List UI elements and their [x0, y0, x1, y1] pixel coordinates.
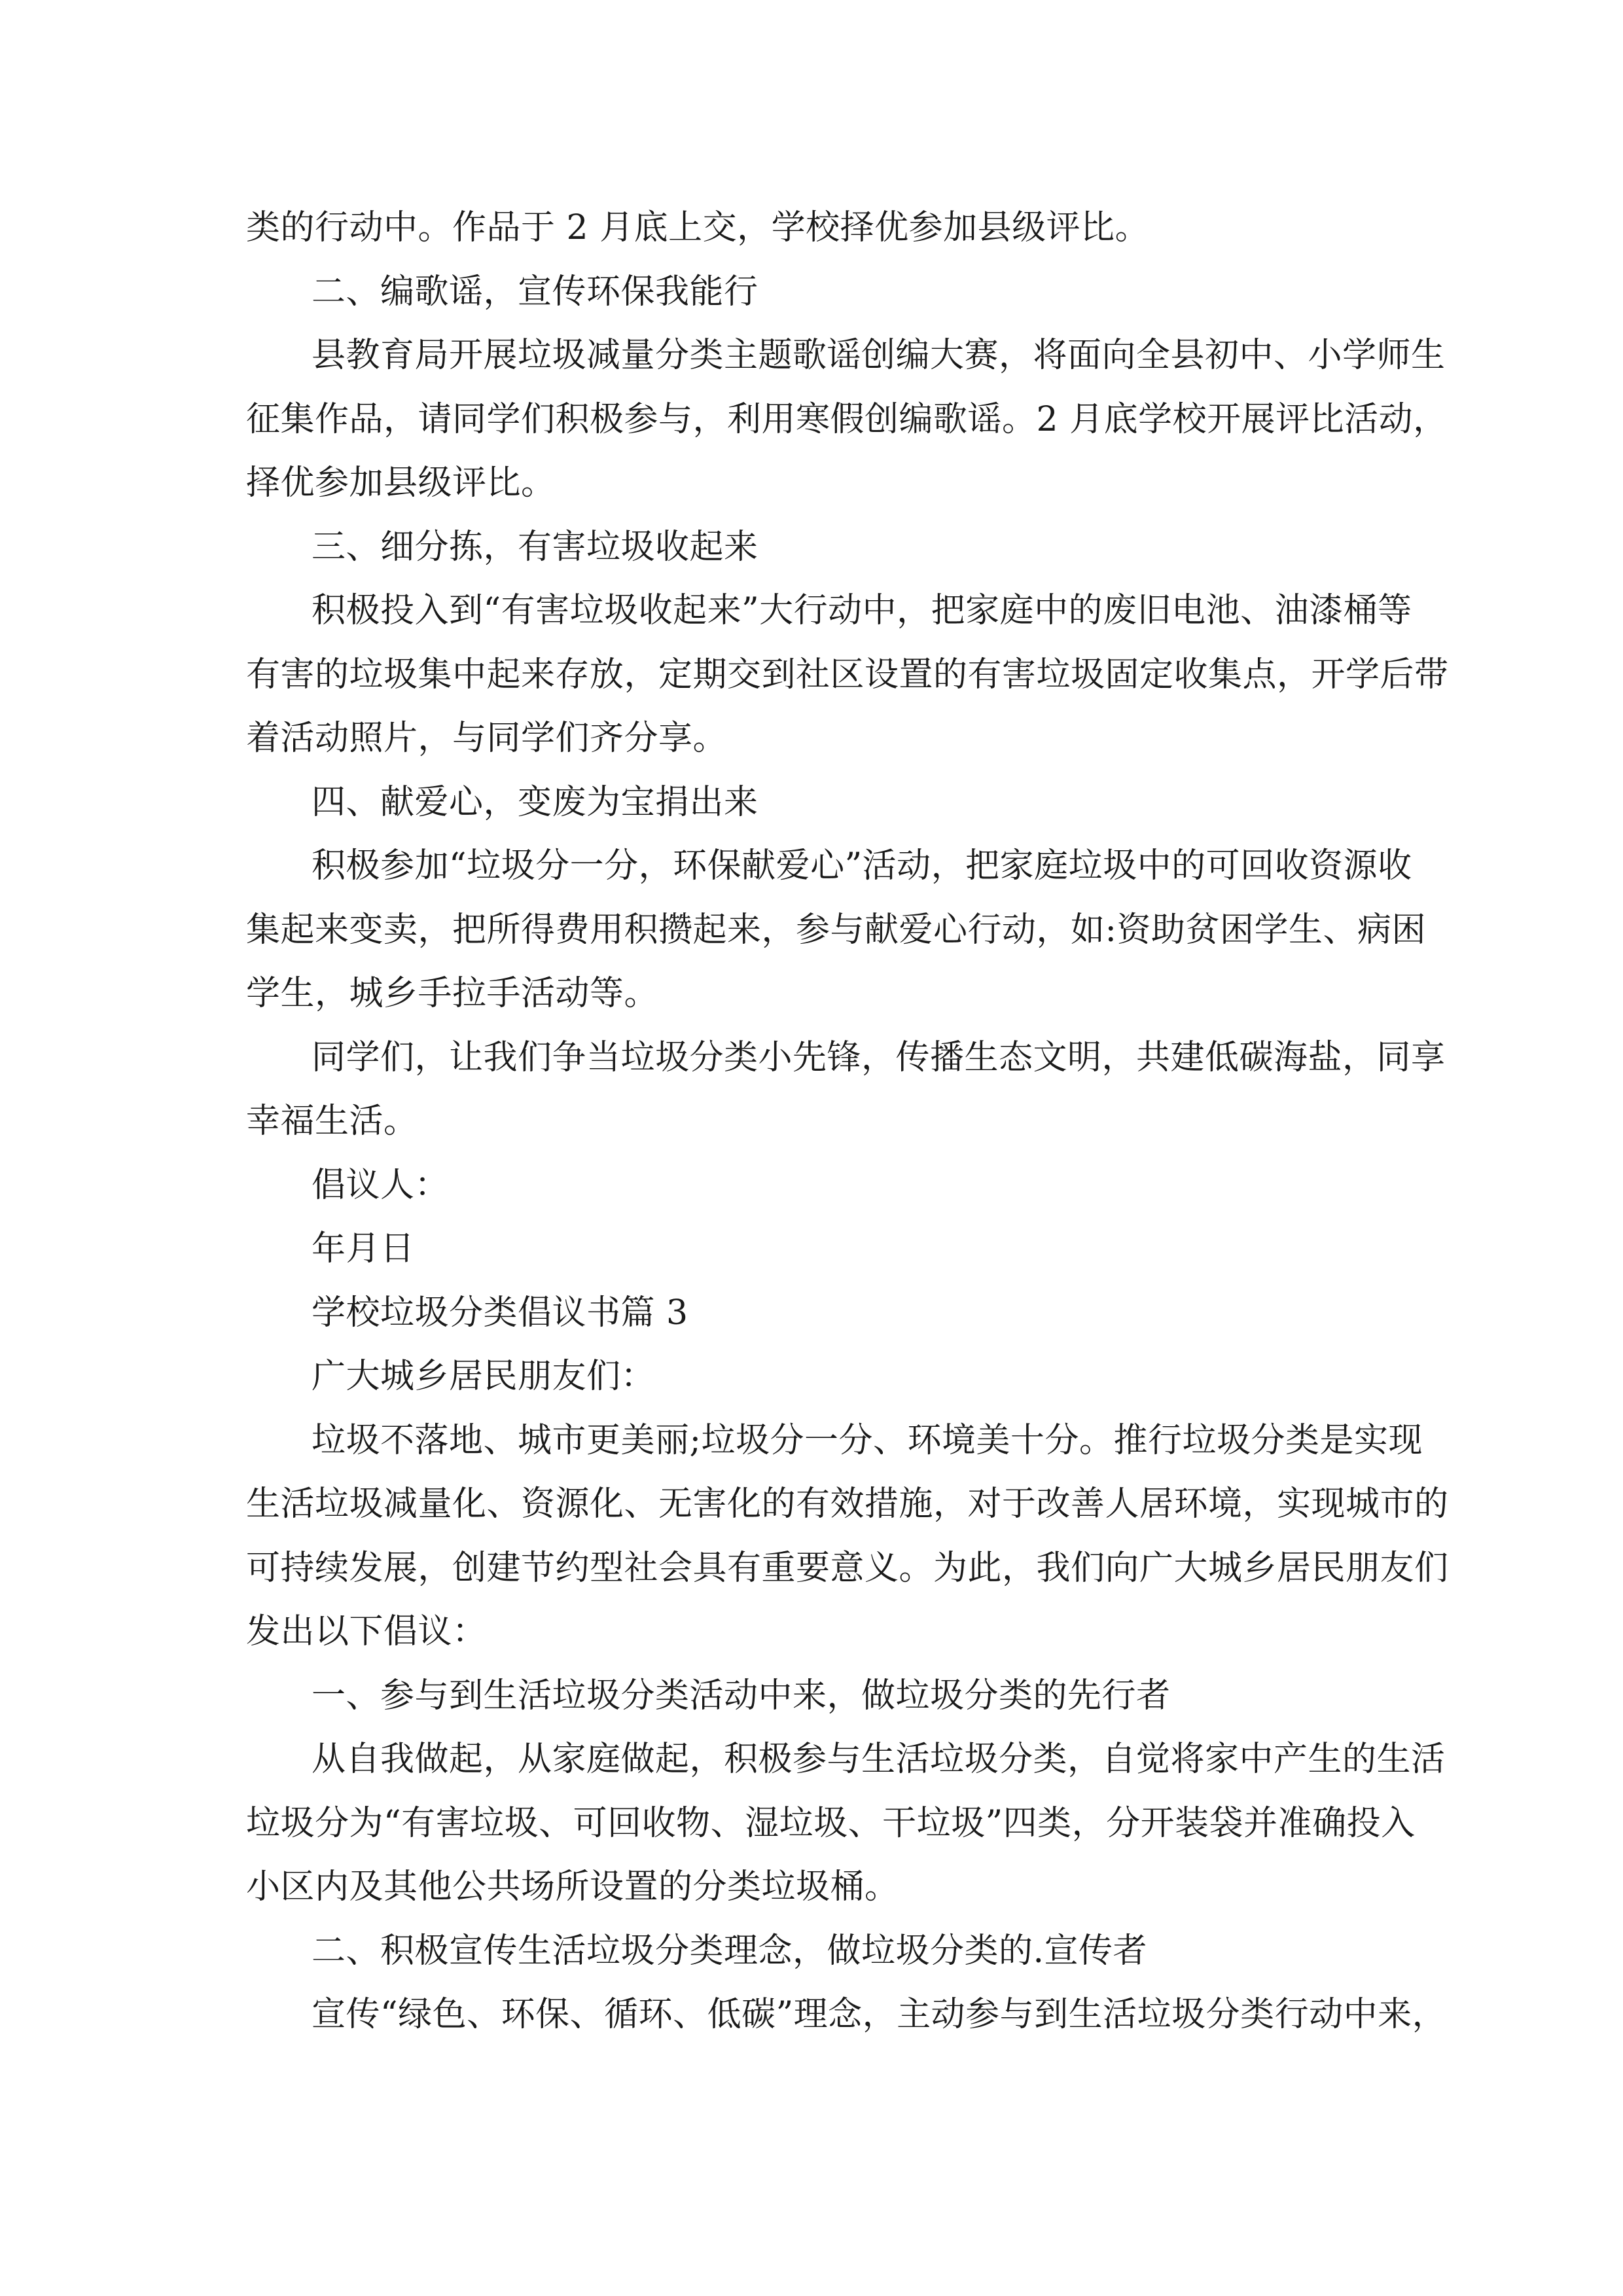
text-line: 从自我做起，从家庭做起，积极参与生活垃圾分类，自觉将家中产生的生活 [312, 1740, 1446, 1779]
text-line: 积极参加“垃圾分一分，环保献爱心”活动，把家庭垃圾中的可回收资源收 [312, 846, 1412, 886]
text-line: 征集作品，请同学们积极参与，利用寒假创编歌谣。2 月底学校开展评比活动， [246, 399, 1448, 439]
text-line: 有害的垃圾集中起来存放，定期交到社区设置的有害垃圾固定收集点，开学后带 [246, 655, 1449, 694]
text-line: 广大城乡居民朋友们： [312, 1357, 656, 1396]
text-line: 一、参与到生活垃圾分类活动中来，做垃圾分类的先行者 [312, 1676, 1171, 1715]
text-line: 集起来变卖，把所得费用积攒起来，参与献爱心行动，如:资助贫困学生、病困 [246, 910, 1427, 950]
text-line: 可持续发展，创建节约型社会具有重要意义。为此，我们向广大城乡居民朋友们 [246, 1548, 1449, 1588]
text-line: 四、献爱心，变废为宝捐出来 [312, 782, 758, 822]
text-line: 择优参加县级评比。 [246, 463, 556, 503]
text-line: 类的行动中。作品于 2 月底上交，学校择优参加县级评比。 [246, 208, 1150, 247]
text-line: 倡议人： [312, 1165, 450, 1205]
text-line: 学生，城乡手拉手活动等。 [246, 974, 659, 1013]
text-line: 年月日 [312, 1229, 415, 1268]
text-line: 三、细分拣，有害垃圾收起来 [312, 527, 758, 567]
text-line: 小区内及其他公共场所设置的分类垃圾桶。 [246, 1867, 899, 1907]
text-line: 二、编歌谣，宣传环保我能行 [312, 272, 758, 312]
text-line: 宣传“绿色、环保、循环、低碳”理念，主动参与到生活垃圾分类行动中来， [312, 1995, 1447, 2034]
text-line: 积极投入到“有害垃圾收起来”大行动中，把家庭中的废旧电池、油漆桶等 [312, 591, 1412, 630]
document-body [246, 196, 1449, 2047]
text-line: 垃圾不落地、城市更美丽;垃圾分一分、环境美十分。推行垃圾分类是实现 [312, 1420, 1423, 1460]
text-line: 生活垃圾减量化、资源化、无害化的有效措施，对于改善人居环境，实现城市的 [246, 1484, 1449, 1524]
text-line: 发出以下倡议： [246, 1612, 487, 1651]
text-line: 二、积极宣传生活垃圾分类理念，做垃圾分类的.宣传者 [312, 1931, 1148, 1971]
text-line: 垃圾分为“有害垃圾、可回收物、湿垃圾、干垃圾”四类，分开装袋并准确投入 [246, 1803, 1416, 1843]
text-line: 县教育局开展垃圾减量分类主题歌谣创编大赛，将面向全县初中、小学师生 [312, 336, 1446, 375]
text-line: 同学们，让我们争当垃圾分类小先锋，传播生态文明，共建低碳海盐，同享 [312, 1037, 1446, 1077]
text-line: 着活动照片，与同学们齐分享。 [246, 719, 728, 758]
text-line: 学校垃圾分类倡议书篇 3 [312, 1293, 688, 1333]
text-line: 幸福生活。 [246, 1102, 418, 1141]
